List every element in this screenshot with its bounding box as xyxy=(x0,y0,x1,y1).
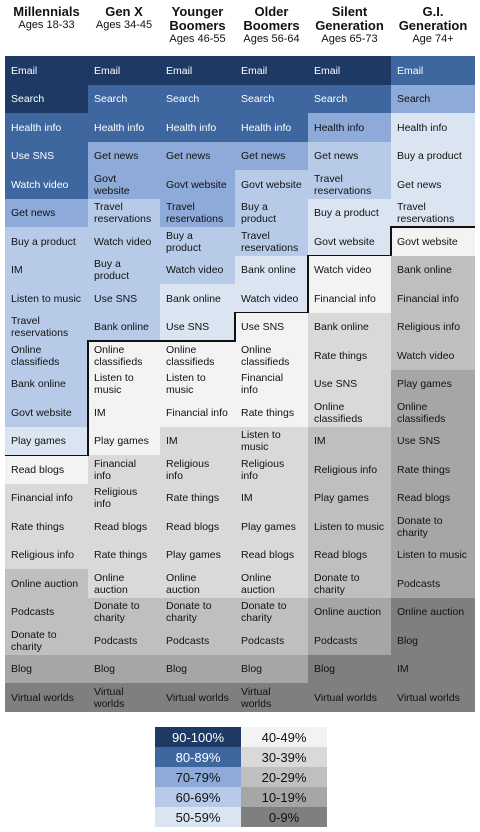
table-cell: Blog xyxy=(160,655,235,684)
threshold-line xyxy=(308,255,391,257)
table-cell: Online auction xyxy=(5,569,88,598)
table-cell: Govt website xyxy=(308,227,391,256)
threshold-line xyxy=(307,255,309,314)
table-cell: Religious info xyxy=(88,484,160,513)
table-cell: Rate things xyxy=(391,455,475,484)
table-cell: Buy a product xyxy=(308,199,391,228)
table-cell: Online auction xyxy=(391,598,475,627)
table-cell: IM xyxy=(5,256,88,285)
threshold-line xyxy=(234,312,236,342)
column-header-name: Older Boomers xyxy=(243,4,300,33)
threshold-line xyxy=(160,340,235,342)
table-cell: Get news xyxy=(5,199,88,228)
table-cell: Search xyxy=(308,85,391,114)
threshold-line xyxy=(87,340,89,456)
table-cell: Podcasts xyxy=(235,626,308,655)
legend-entry: 60-69% xyxy=(155,787,241,807)
table-cell: Health info xyxy=(235,113,308,142)
table-cell: Online classifieds xyxy=(88,341,160,370)
table-cell: Rate things xyxy=(5,512,88,541)
table-cell: Email xyxy=(308,56,391,85)
table-cell: Email xyxy=(235,56,308,85)
table-cell: Travel reservations xyxy=(5,313,88,342)
table-cell: Govt website xyxy=(5,398,88,427)
table-cell: Govt website xyxy=(391,227,475,256)
column-header-name: Gen X xyxy=(105,4,143,19)
table-cell: Search xyxy=(88,85,160,114)
legend-entry: 80-89% xyxy=(155,747,241,767)
table-cell: Read blogs xyxy=(308,541,391,570)
table-cell: Online classifieds xyxy=(5,341,88,370)
table-cell: Virtual worlds xyxy=(235,683,308,712)
table-cell: Financial info xyxy=(5,484,88,513)
table-cell: Online classifieds xyxy=(391,398,475,427)
table-cell: Email xyxy=(391,56,475,85)
table-cell: Travel reservations xyxy=(391,199,475,228)
legend-entry: 50-59% xyxy=(155,807,241,827)
column-header-name: Millennials xyxy=(13,4,80,19)
table-cell: Donate to charity xyxy=(308,569,391,598)
table-cell: Virtual worlds xyxy=(308,683,391,712)
table-cell: Buy a product xyxy=(5,227,88,256)
table-cell: Use SNS xyxy=(88,284,160,313)
table-cell: Listen to music xyxy=(308,512,391,541)
table-cell: Religious info xyxy=(391,313,475,342)
table-cell: Podcasts xyxy=(5,598,88,627)
column-header-ages: Ages 65-73 xyxy=(321,33,378,45)
table-cell: Get news xyxy=(88,142,160,171)
table-cell: Read blogs xyxy=(5,455,88,484)
table-cell: Travel reservations xyxy=(235,227,308,256)
threshold-line xyxy=(390,226,392,256)
table-cell: Email xyxy=(88,56,160,85)
table-cell: Religious info xyxy=(235,455,308,484)
table-cell: Financial info xyxy=(235,370,308,399)
table-cell: Blog xyxy=(235,655,308,684)
table-cell: Play games xyxy=(391,370,475,399)
table-cell: IM xyxy=(391,655,475,684)
table-cell: IM xyxy=(88,398,160,427)
table-cell: Rate things xyxy=(160,484,235,513)
table-cell: Podcasts xyxy=(308,626,391,655)
legend-entry: 10-19% xyxy=(241,787,327,807)
table-cell: Watch video xyxy=(160,256,235,285)
table-cell: Financial info xyxy=(391,284,475,313)
table-cell: Podcasts xyxy=(391,569,475,598)
table-cell: Search xyxy=(391,85,475,114)
table-cell: Watch video xyxy=(88,227,160,256)
table-cell: Buy a product xyxy=(88,256,160,285)
column-header-ages: Ages 34-45 xyxy=(95,19,153,31)
threshold-line xyxy=(391,226,475,228)
column-header xyxy=(160,5,235,46)
table-cell: Listen to music xyxy=(235,427,308,456)
table-cell: Use SNS xyxy=(391,427,475,456)
table-cell: Use SNS xyxy=(160,313,235,342)
table-cell: Get news xyxy=(160,142,235,171)
column-header-ages: Age 74+ xyxy=(412,33,454,45)
table-cell: Rate things xyxy=(88,541,160,570)
table-cell: Bank online xyxy=(391,256,475,285)
table-cell: Blog xyxy=(5,655,88,684)
table-cell: Virtual worlds xyxy=(88,683,160,712)
table-cell: Email xyxy=(5,56,88,85)
table-cell: Donate to charity xyxy=(88,598,160,627)
table-cell: Health info xyxy=(160,113,235,142)
column-header-name: Younger Boomers xyxy=(169,4,226,33)
table-cell: Health info xyxy=(391,113,475,142)
table-cell: Read blogs xyxy=(391,484,475,513)
table-cell: Play games xyxy=(160,541,235,570)
legend-entry: 90-100% xyxy=(155,727,241,747)
table-cell: Read blogs xyxy=(88,512,160,541)
table-cell: Rate things xyxy=(308,341,391,370)
legend-entry: 0-9% xyxy=(241,807,327,827)
column-headers xyxy=(5,0,475,56)
table-cell: Financial info xyxy=(160,398,235,427)
table-cell: Bank online xyxy=(308,313,391,342)
table-cell: Play games xyxy=(88,427,160,456)
table-cell: Buy a product xyxy=(160,227,235,256)
table-cell: Blog xyxy=(308,655,391,684)
table-cell: IM xyxy=(235,484,308,513)
table-cell: Virtual worlds xyxy=(391,683,475,712)
table-cell: Online auction xyxy=(160,569,235,598)
table-cell: Listen to music xyxy=(5,284,88,313)
table-cell: Watch video xyxy=(235,284,308,313)
internet-activities-table xyxy=(5,56,475,712)
threshold-line xyxy=(5,455,88,457)
table-cell: Travel reservations xyxy=(160,199,235,228)
table-cell: Religious info xyxy=(5,541,88,570)
legend-entry: 30-39% xyxy=(241,747,327,767)
table-cell: Get news xyxy=(235,142,308,171)
table-cell: Watch video xyxy=(308,256,391,285)
table-cell: Online auction xyxy=(235,569,308,598)
column-header-ages: Ages 46-55 xyxy=(169,33,226,45)
table-cell: Podcasts xyxy=(88,626,160,655)
table-cell: Financial info xyxy=(88,455,160,484)
table-cell: Get news xyxy=(391,170,475,199)
threshold-line xyxy=(235,312,308,314)
table-cell: Bank online xyxy=(5,370,88,399)
table-cell: Buy a product xyxy=(391,142,475,171)
table-cell: Search xyxy=(160,85,235,114)
table-cell: Email xyxy=(160,56,235,85)
table-cell: Donate to charity xyxy=(160,598,235,627)
table-cell: Play games xyxy=(5,427,88,456)
column-header xyxy=(308,5,391,46)
table-cell: Travel reservations xyxy=(88,199,160,228)
table-cell: Online classifieds xyxy=(235,341,308,370)
table-cell: Play games xyxy=(235,512,308,541)
table-cell: Financial info xyxy=(308,284,391,313)
table-cell: Blog xyxy=(391,626,475,655)
column-header-name: G.I. Generation xyxy=(398,4,468,33)
table-cell: Virtual worlds xyxy=(5,683,88,712)
table-cell: Listen to music xyxy=(391,541,475,570)
legend-entry: 70-79% xyxy=(155,767,241,787)
table-cell: Govt website xyxy=(235,170,308,199)
table-cell: Listen to music xyxy=(88,370,160,399)
table-cell: Online auction xyxy=(88,569,160,598)
table-cell: Use SNS xyxy=(5,142,88,171)
table-cell: Rate things xyxy=(235,398,308,427)
table-cell: Use SNS xyxy=(308,370,391,399)
column-header xyxy=(88,5,160,32)
table-cell: Read blogs xyxy=(160,512,235,541)
table-cell: Get news xyxy=(308,142,391,171)
table-cell: Donate to charity xyxy=(235,598,308,627)
table-cell: Govt website xyxy=(88,170,160,199)
legend xyxy=(155,727,327,827)
column-header-ages: Ages 18-33 xyxy=(18,19,75,31)
table-cell: Virtual worlds xyxy=(160,683,235,712)
table-cell: Search xyxy=(235,85,308,114)
table-cell: Donate to charity xyxy=(391,512,475,541)
table-cell: Watch video xyxy=(5,170,88,199)
column-header-ages: Ages 56-64 xyxy=(243,33,300,45)
table-cell: Podcasts xyxy=(160,626,235,655)
legend-entry: 40-49% xyxy=(241,727,327,747)
table-cell: Online classifieds xyxy=(160,341,235,370)
table-cell: Online auction xyxy=(308,598,391,627)
table-cell: Watch video xyxy=(391,341,475,370)
threshold-line xyxy=(88,340,160,342)
column-header xyxy=(5,5,88,32)
table-cell: Read blogs xyxy=(235,541,308,570)
column-header-name: Silent Generation xyxy=(315,4,384,33)
table-cell: IM xyxy=(308,427,391,456)
table-cell: Blog xyxy=(88,655,160,684)
table-cell: Listen to music xyxy=(160,370,235,399)
legend-entry: 20-29% xyxy=(241,767,327,787)
table-cell: IM xyxy=(160,427,235,456)
table-cell: Buy a product xyxy=(235,199,308,228)
table-cell: Health info xyxy=(308,113,391,142)
table-cell: Govt website xyxy=(160,170,235,199)
table-cell: Health info xyxy=(5,113,88,142)
table-cell: Play games xyxy=(308,484,391,513)
table-cell: Bank online xyxy=(160,284,235,313)
table-cell: Religious info xyxy=(308,455,391,484)
table-cell: Bank online xyxy=(88,313,160,342)
table-cell: Use SNS xyxy=(235,313,308,342)
table-cell: Religious info xyxy=(160,455,235,484)
table-cell: Donate to charity xyxy=(5,626,88,655)
column-header xyxy=(235,5,308,46)
column-header xyxy=(391,5,475,46)
table-cell: Online classifieds xyxy=(308,398,391,427)
table-cell: Health info xyxy=(88,113,160,142)
table-cell: Search xyxy=(5,85,88,114)
table-cell: Bank online xyxy=(235,256,308,285)
table-cell: Travel reservations xyxy=(308,170,391,199)
